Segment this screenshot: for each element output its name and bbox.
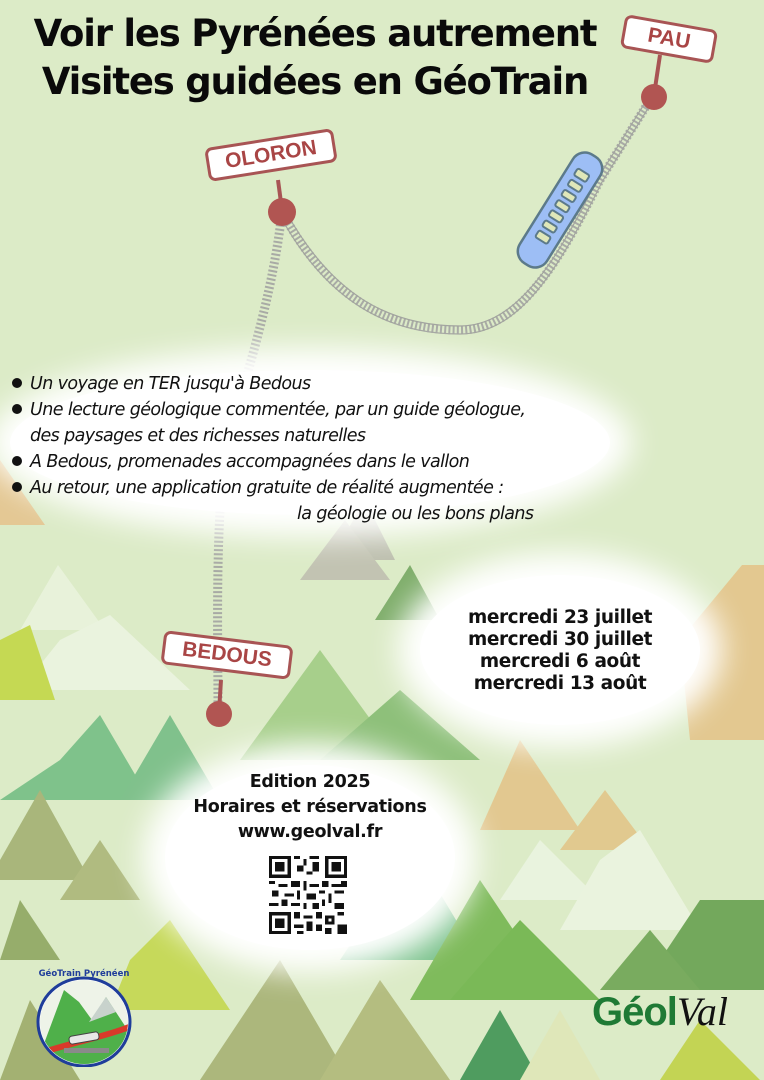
feature-item-continuation: la géologie ou les bons plans: [297, 504, 534, 524]
dates-list: [430, 607, 690, 695]
geolval-logo-val: Val: [676, 989, 729, 1034]
geotrain-logo-text: GéoTrain Pyrénéen: [38, 969, 130, 979]
station-sign-pau: PAU: [620, 14, 718, 64]
feature-item: Un voyage en TER jusqu'à Bedous: [12, 371, 533, 397]
title-line-2: Visites guidées en GéoTrain: [41, 60, 589, 103]
feature-item-continuation: des paysages et des richesses naturelles: [30, 426, 366, 446]
website-link[interactable]: www.geolval.fr: [237, 822, 383, 842]
schedule-label: Horaires et réservations: [193, 797, 427, 817]
edition-label: Edition 2025: [249, 772, 371, 792]
station-sign-oloron: OLORON: [204, 128, 338, 182]
feature-item: Au retour, une application gratuite de réalité augmentée :: [12, 475, 533, 501]
date-item: mercredi 30 juillet: [467, 629, 653, 650]
bullet-icon: [12, 404, 22, 414]
bullet-icon: [12, 378, 22, 388]
geolval-logo-geo: Géol: [592, 990, 677, 1034]
feature-item: Une lecture géologique commentée, par un guide géologue,: [12, 397, 533, 423]
geotrain-pyreneen-logo: [34, 962, 134, 1067]
date-item: mercredi 13 août: [473, 673, 647, 694]
qr-code-icon[interactable]: [268, 856, 348, 934]
date-item: mercredi 6 août: [479, 651, 641, 672]
geolval-logo: [592, 990, 728, 1034]
title-line-1: Voir les Pyrénées autrement: [33, 12, 597, 55]
info-block: [160, 770, 460, 845]
features-list: [12, 371, 533, 527]
feature-item: A Bedous, promenades accompagnées dans le vallon: [12, 449, 533, 475]
station-sign-bedous: BEDOUS: [160, 630, 293, 680]
bullet-icon: [12, 456, 22, 466]
bullet-icon: [12, 482, 22, 492]
date-item: mercredi 23 juillet: [467, 607, 653, 628]
